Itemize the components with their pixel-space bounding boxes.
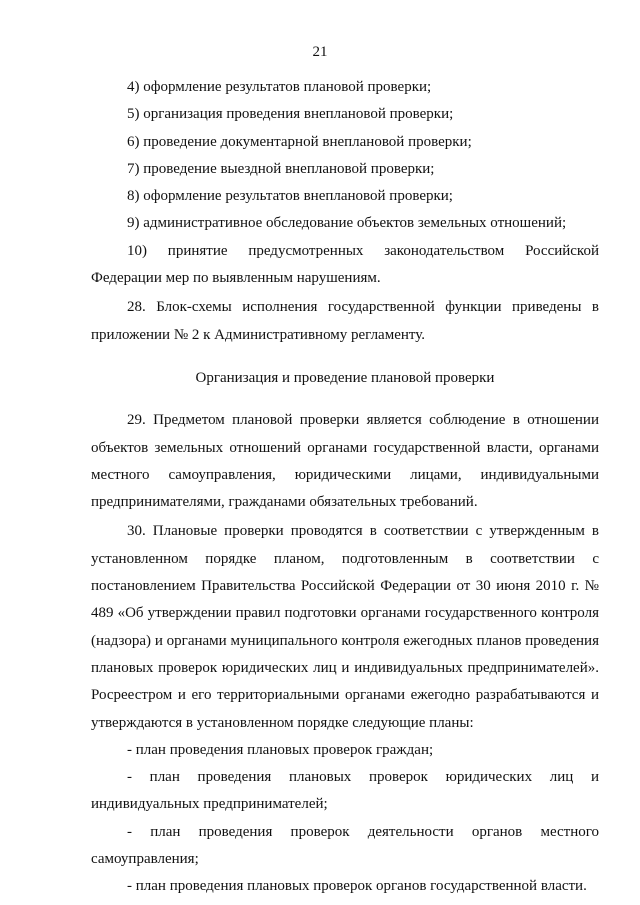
paragraph-29: 29. Предметом плановой проверки является соблюдение в отношении объектов земельных отношений органами государственной власти, органами местного самоуправления, юридическими лицами, индивидуальными предпринимателями, гражданами обязательных требований. <box>91 412 599 511</box>
plan-item: - план проведения плановых проверок юридических лиц и индивидуальных предпринимателей; <box>91 769 599 813</box>
page-number: 21 <box>312 44 328 60</box>
plan-item: - план проведения плановых проверок органов государственной власти. <box>127 878 587 895</box>
list-item: 10) принятие предусмотренных законодательством Российской Федерации мер по выявленным нарушениям. <box>91 242 599 287</box>
list-item: 6) проведение документарной внеплановой проверки; <box>127 133 472 150</box>
list-item: 5) организация проведения внеплановой проверки; <box>127 106 454 123</box>
list-item: 4) оформление результатов плановой проверки; <box>127 79 432 95</box>
plan-item: - план проведения проверок деятельности органов местного самоуправления; <box>91 823 599 868</box>
document-body <box>91 74 599 901</box>
list-item: 9) административное обследование объектов земельных отношений; <box>127 215 567 232</box>
plan-item: - план проведения плановых проверок граждан; <box>127 741 434 758</box>
paragraph-30: 30. Плановые проверки проводятся в соответствии с утвержденным в установленном порядке планом, подготовленным в соответствии с постановлением Правительства Российской Федерации от 30 июня 2010 г. № 489 «Об утверждении правил подготовки органами государственного контроля (надзора) и органами муниципального контроля ежегодных планов проведения плановых проверок юридических лиц и индивидуальных предпринимателей». Росреестром и его территориальными органами ежегодно разрабатываются и утверждаются в установленном порядке следующие планы: <box>91 523 599 731</box>
list-item: 8) оформление результатов внеплановой проверки; <box>127 188 453 205</box>
list-item: 7) проведение выездной внеплановой проверки; <box>127 160 435 177</box>
section-heading: Организация и проведение плановой проверки <box>195 369 495 386</box>
paragraph-28: 28. Блок-схемы исполнения государственной функции приведены в приложении № 2 к Административному регламенту. <box>91 299 599 343</box>
